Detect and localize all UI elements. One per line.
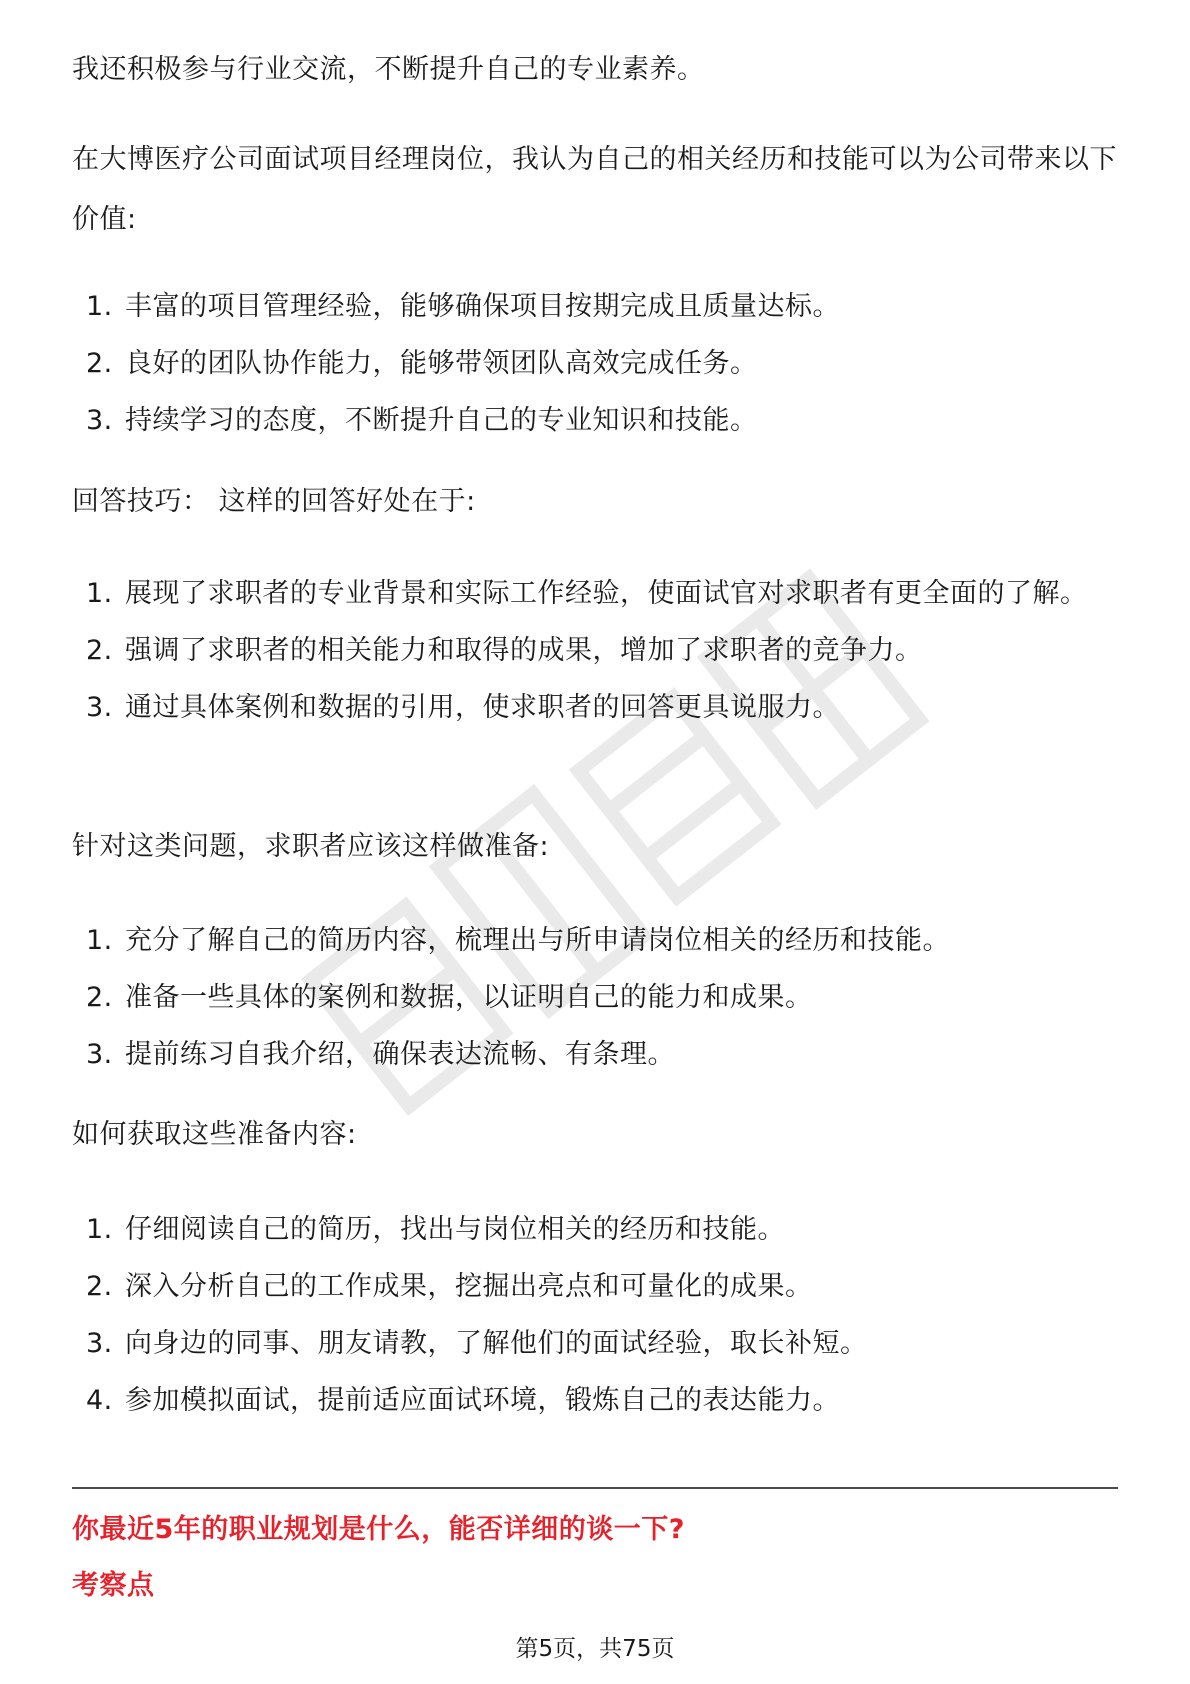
list-item (0, 622, 1190, 679)
intro-paragraph-1: 我还积极参与行业交流，不断提升自己的专业素养。 (72, 54, 705, 85)
section-divider (72, 1487, 1118, 1489)
prep-list (0, 912, 1190, 1083)
list-number: 1. (86, 925, 113, 956)
list-item (0, 1258, 1190, 1315)
values-list (0, 278, 1190, 449)
list-text: 通过具体案例和数据的引用，使求职者的回答更具说服力。 (125, 692, 840, 723)
page-footer: 第5页，共75页 (515, 1636, 675, 1662)
list-number: 1. (86, 291, 113, 322)
list-item (0, 392, 1190, 449)
next-question-label: 考察点 (72, 1570, 155, 1601)
next-question-title: 你最近5年的职业规划是什么，能否详细的谈一下? (72, 1514, 685, 1545)
list-text: 向身边的同事、朋友请教，了解他们的面试经验，取长补短。 (125, 1328, 868, 1359)
list-number: 3. (86, 405, 113, 436)
list-item (0, 1026, 1190, 1083)
prep-heading: 针对这类问题，求职者应该这样做准备: (72, 831, 550, 862)
list-number: 1. (86, 1214, 113, 1245)
how-heading: 如何获取这些准备内容: (72, 1119, 357, 1150)
list-text: 提前练习自我介绍，确保表达流畅、有条理。 (125, 1039, 675, 1070)
list-text: 仔细阅读自己的简历，找出与岗位相关的经历和技能。 (125, 1214, 785, 1245)
list-text: 持续学习的态度，不断提升自己的专业知识和技能。 (125, 405, 758, 436)
list-number: 3. (86, 1039, 113, 1070)
list-text: 充分了解自己的简历内容，梳理出与所申请岗位相关的经历和技能。 (125, 925, 950, 956)
list-text: 展现了求职者的专业背景和实际工作经验，使面试官对求职者有更全面的了解。 (125, 578, 1088, 609)
list-text: 深入分析自己的工作成果，挖掘出亮点和可量化的成果。 (125, 1271, 813, 1302)
tips-list (0, 565, 1190, 736)
list-item (0, 1372, 1190, 1429)
list-text: 丰富的项目管理经验，能够确保项目按期完成且质量达标。 (125, 291, 840, 322)
list-item (0, 969, 1190, 1026)
list-number: 2. (86, 635, 113, 666)
list-item (0, 1315, 1190, 1372)
list-number: 2. (86, 1271, 113, 1302)
list-number: 3. (86, 1328, 113, 1359)
list-item (0, 1201, 1190, 1258)
list-text: 准备一些具体的案例和数据，以证明自己的能力和成果。 (125, 982, 813, 1013)
list-number: 4. (86, 1385, 113, 1416)
list-text: 良好的团队协作能力，能够带领团队高效完成任务。 (125, 348, 758, 379)
list-text: 参加模拟面试，提前适应面试环境，锻炼自己的表达能力。 (125, 1385, 840, 1416)
how-list (0, 1201, 1190, 1429)
list-item (0, 565, 1190, 622)
list-item (0, 679, 1190, 736)
list-item (0, 278, 1190, 335)
list-item (0, 912, 1190, 969)
list-text: 强调了求职者的相关能力和取得的成果，增加了求职者的竞争力。 (125, 635, 923, 666)
tips-heading: 回答技巧： 这样的回答好处在于: (72, 486, 476, 517)
list-number: 1. (86, 578, 113, 609)
list-number: 2. (86, 348, 113, 379)
intro-paragraph-2: 在大博医疗公司面试项目经理岗位，我认为自己的相关经历和技能可以为公司带来以下价值: (72, 144, 1117, 235)
list-number: 2. (86, 982, 113, 1013)
list-item (0, 335, 1190, 392)
list-number: 3. (86, 692, 113, 723)
